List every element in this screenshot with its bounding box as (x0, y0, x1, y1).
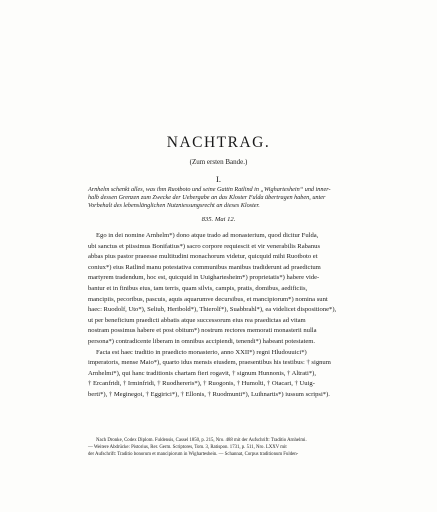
body-line: nostram possimus habere et post obitum*) nostrum rectores memorati monasterii nulla (88, 327, 317, 335)
body-line: abbas pius pastor praeesse multitudini monachorum videtur, quicquid mihi Ruotboto et (88, 253, 318, 261)
body-line: haec: Ruodolf, Uto*), Seliub, Heribold*), Thierolf*), Suabbrahl*), ea videlicet dispositione*), (88, 306, 337, 314)
note-line: — Weitere Abdrücke: Pistorius, Rer. Germ. Scriptores, Tom. 3, Ratispon. 1731, p. 511, Nro. LXXV mit (88, 445, 287, 450)
summary-line: halb dessen Grenzen zum Zwecke der Uebergabe an das Kloster Fulda übertragen haben, unter (88, 194, 326, 202)
body-line: mancipiis, pecoribus, pascuis, aquis aquarumve decursibus, et mancipiorum*) nomina sunt (88, 295, 328, 303)
dateline: 835. Mai 12. (201, 216, 236, 223)
note-line: der Aufschrift: Traditio bonorum et mancipiorum in Wigharteshein. — Schannat, Corpus traditionum Fulden- (88, 452, 299, 457)
note-line: Nach Dronke, Codex Diplom. Fuldensis, Cassel 1850, p. 215, Nro. 488 mit der Aufschrift: Traditio Arnhelmi. (96, 438, 307, 443)
section-numeral: I. (216, 174, 221, 184)
body-line: coniux*) eius Ratlind manu potestativa communibus manibus tradiderunt ad praedictum (88, 263, 321, 271)
body-line: Arnhelmi*), qui hanc traditionis chartam fieri rogavit, † signum Hunnonis, † Altrati*), (88, 369, 316, 377)
body-line: persona*) contradicente liberam in omnibus accipiendi, tenendi*) habeant potestatem. (88, 337, 316, 345)
source-notes (88, 437, 360, 458)
body-line: ut per beneficium praedicti abbatis atque successorum eius rea praedictas ad vitam (88, 316, 306, 324)
body-line: ubi sanctus et piissimus Bonifatius*) sacro corpore requiescit et vir venerabilis Rabanus (88, 242, 321, 250)
page-subheading: (Zum ersten Bande.) (189, 158, 248, 166)
body-line: imperatoris, mense Maio*), quarto idus mensis eiusdem, praesentibus his testibus: † signum (88, 359, 331, 367)
body-line: bantur et in finibus eius, tam terris, quam silvis, campis, pratis, domibus, aedificiis, (88, 284, 308, 292)
body-line: Ego in dei nomine Arnhelm*) dono atque trado ad monasterium, quod dicitur Fulda, (96, 232, 319, 239)
charter-text (88, 231, 360, 401)
summary-line: Vorbehalt des lebenslänglichen Nutzniessungsrecht an dieses Kloster. (88, 202, 260, 210)
summary-line: Arnhelm schenkt alles, was ihm Ruotboto und seine Gattin Ratlind in „Wigharteshein“ und inner- (88, 186, 331, 193)
body-line: berti*), † Meginegoi, † Eggirici*), † Ellonis, † Ruodmunti*), Luihnartis*) iussum scripsi*). (88, 390, 330, 398)
body-line: † Ercanfridi, † Irminfridi, † Ruodhereris*), † Ruogonis, † Humolti, † Otacari, † Uuig- (88, 380, 315, 388)
body-line: Facta est haec traditio in praedicto monasterio, anno XXII*) regni Hludouuici*) (96, 348, 307, 356)
regest-summary (88, 186, 360, 211)
body-line: martyrem tradendum, hoc est, quicquid in Uuighartesheim*) proprietatis*) habere vide- (88, 274, 320, 282)
page-heading: NACHTRAG. (166, 134, 271, 151)
